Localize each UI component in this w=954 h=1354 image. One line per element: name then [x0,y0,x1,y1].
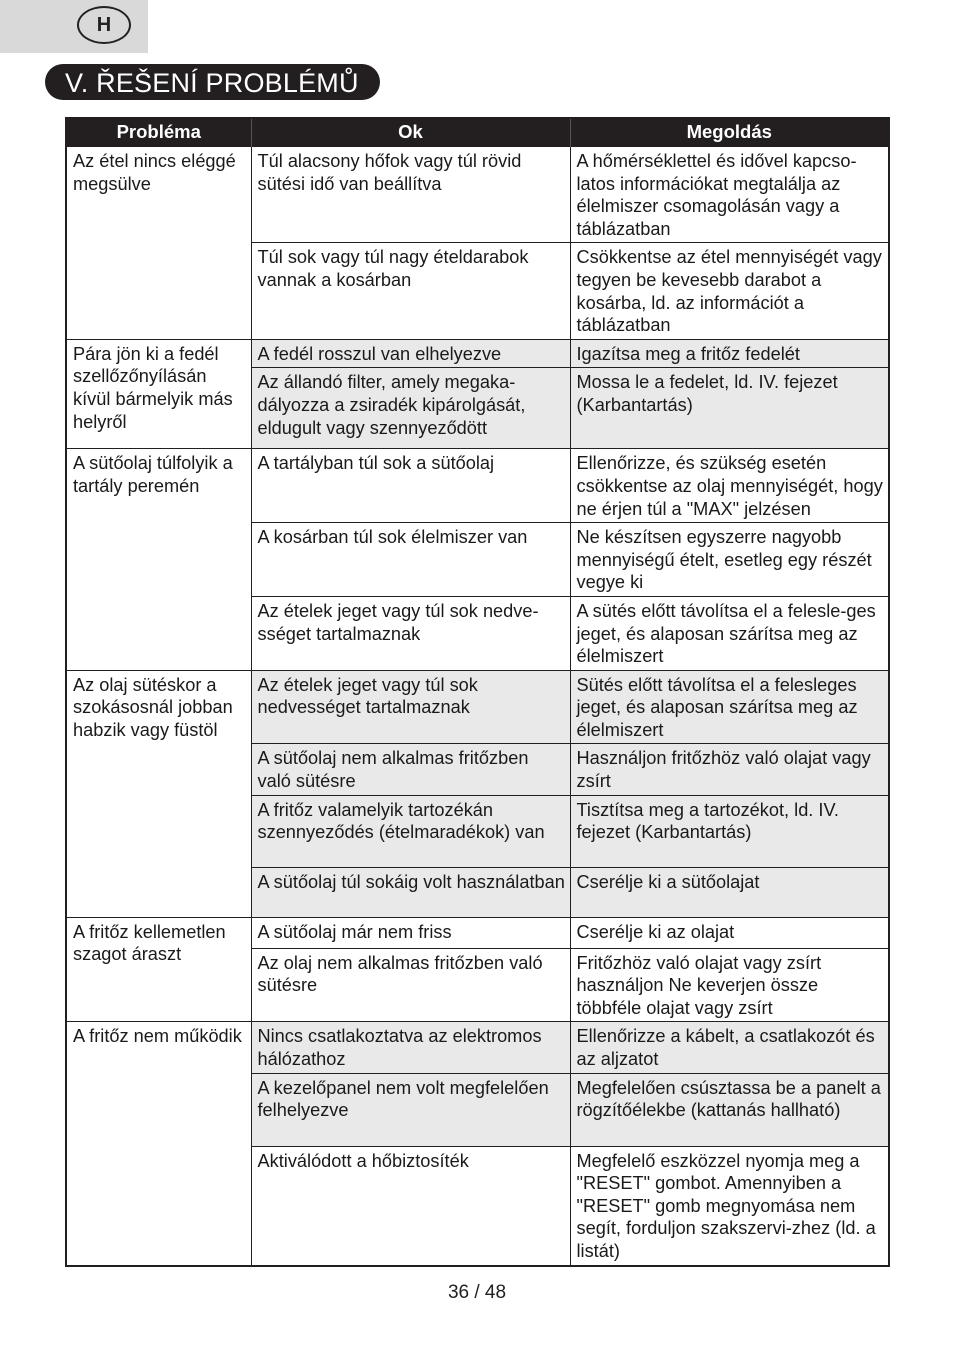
solution-cell: Fritőzhöz való olajat vagy zsírt használjon Ne keverjen össze többféle olajat vagy zsírt [570,948,889,1022]
table-row [66,917,889,948]
header-problem: Probléma [66,118,251,147]
table-row [66,147,889,243]
solution-cell: Cserélje ki az olajat [570,917,889,948]
solution-cell: A sütés előtt távolítsa el a felesle-ges jeget, és alaposan szárítsa meg az élelmiszert [570,596,889,670]
cause-cell: A fritőz valamelyik tartozékán szennyeződés (ételmaradékok) van [251,795,570,867]
problem-cell: Az olaj sütéskor a szokásosnál jobban habzik vagy füstöl [66,670,251,917]
cause-cell: A fedél rosszul van elhelyezve [251,339,570,368]
solution-cell: Használjon fritőzhöz való olajat vagy zsírt [570,744,889,795]
problem-cell: A sütőolaj túlfolyik a tartály peremén [66,449,251,670]
cause-cell: A sütőolaj már nem friss [251,917,570,948]
solution-cell: Sütés előtt távolítsa el a felesleges jeget, és alaposan szárítsa meg az élelmiszert [570,670,889,744]
table-header-row [66,118,889,147]
header-cause: Ok [251,118,570,147]
cause-cell: A sütőolaj nem alkalmas fritőzben való sütésre [251,744,570,795]
solution-cell: Ellenőrizze a kábelt, a csatlakozót és az aljzatot [570,1022,889,1073]
cause-cell: Az olaj nem alkalmas fritőzben való sütésre [251,948,570,1022]
cause-cell: Nincs csatlakoztatva az elektromos hálózathoz [251,1022,570,1073]
troubleshooting-table [65,117,890,1267]
cause-cell: Az ételek jeget vagy túl sok nedvességet tartalmaznak [251,670,570,744]
page-number: 36 / 48 [447,1282,507,1303]
problem-cell: Az étel nincs eléggé megsülve [66,147,251,340]
solution-cell: Ellenőrizze, és szükség esetén csökkentse az olaj mennyiségét, hogy ne érjen túl a "MAX" jelzésen [570,449,889,523]
table-row [66,339,889,368]
solution-cell: A hőmérséklettel és idővel kapcso-latos információkat megtalálja az élelmiszer csomagolásán vagy a táblázatban [570,147,889,243]
cause-cell: A sütőolaj túl sokáig volt használatban [251,867,570,917]
cause-cell: A kezelőpanel nem volt megfelelően felhelyezve [251,1073,570,1146]
solution-cell: Cserélje ki a sütőolajat [570,867,889,917]
language-tab [0,0,148,53]
header-solution: Megoldás [570,118,889,147]
cause-cell: Túl alacsony hőfok vagy túl rövid sütési idő van beállítva [251,147,570,243]
cause-cell: Az ételek jeget vagy túl sok nedve-sséget tartalmaznak [251,596,570,670]
cause-cell: A kosárban túl sok élelmiszer van [251,523,570,597]
table-row [66,670,889,744]
cause-cell: Túl sok vagy túl nagy ételdarabok vannak a kosárban [251,243,570,339]
problem-cell: Pára jön ki a fedél szellőzőnyílásán kívül bármelyik más helyről [66,339,251,449]
cause-cell: Az állandó filter, amely megaka-dályozza a zsiradék kipárolgását, eldugult vagy szennyeződött [251,368,570,449]
solution-cell: Megfelelően csúsztassa be a panelt a rögzítőélekbe (kattanás hallható) [570,1073,889,1146]
section-title: V. ŘEŠENÍ PROBLÉMŮ [45,64,380,100]
solution-cell: Ne készítsen egyszerre nagyobb mennyiségű ételt, esetleg egy részét vegye ki [570,523,889,597]
cause-cell: A tartályban túl sok a sütőolaj [251,449,570,523]
table-row [66,449,889,523]
solution-cell: Tisztítsa meg a tartozékot, ld. IV. fejezet (Karbantartás) [570,795,889,867]
table-row [66,1022,889,1073]
solution-cell: Igazítsa meg a fritőz fedelét [570,339,889,368]
language-badge: H [77,6,131,44]
problem-cell: A fritőz nem működik [66,1022,251,1266]
solution-cell: Mossa le a fedelet, ld. IV. fejezet (Karbantartás) [570,368,889,449]
cause-cell: Aktiválódott a hőbiztosíték [251,1146,570,1265]
problem-cell: A fritőz kellemetlen szagot áraszt [66,917,251,1022]
solution-cell: Megfelelő eszközzel nyomja meg a "RESET" gombot. Amennyiben a "RESET" gomb megnyomása nem segít, forduljon szakszervi-zhez (ld. a listát) [570,1146,889,1265]
solution-cell: Csökkentse az étel mennyiségét vagy tegyen be kevesebb darabot a kosárba, ld. az információt a táblázatban [570,243,889,339]
